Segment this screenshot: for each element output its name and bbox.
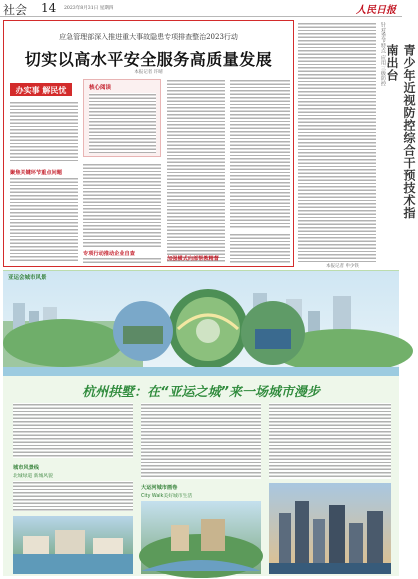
article-headline[interactable]: 切实以高水平安全服务高质量发展 — [24, 50, 273, 69]
side-article-credit: 本报记者 申少铁 — [326, 264, 359, 269]
section-name: 社会 — [3, 3, 28, 17]
core-reading-text — [89, 93, 156, 153]
page-date: 2023年8月31日 星期四 — [64, 6, 114, 11]
ad-tag: 亚运会城市风景 — [8, 275, 47, 281]
core-reading-box — [83, 79, 161, 157]
article-byline: 本报记者 许晴 — [134, 70, 163, 75]
featured-article[interactable] — [3, 20, 294, 267]
article-subhead: 专项行动推动企业自查 — [83, 251, 135, 257]
ad-scenery-illustration — [3, 271, 399, 376]
ad-photo-canal — [13, 516, 133, 574]
article-body-text — [10, 177, 78, 261]
city-advertisement[interactable] — [3, 270, 399, 576]
side-article-headline[interactable]: 青少年近视防控综合干预技术指南出台 — [385, 44, 416, 219]
ad-body-text — [269, 403, 391, 479]
article-body-text — [230, 79, 290, 229]
article-subhead: 聚焦关键环节重点问题 — [10, 170, 62, 176]
ad-banner-sky — [3, 271, 399, 376]
newspaper-masthead: 人民日报 — [356, 5, 396, 16]
article-body-text — [10, 101, 78, 163]
article-body-text — [230, 233, 290, 263]
ad-subhead: 大运河城市画卷 — [141, 485, 178, 491]
article-body-text — [167, 79, 225, 263]
ad-photo-cityscape — [269, 483, 391, 574]
side-article-kicker: 针对季节特点 应用三级防控 — [380, 22, 386, 87]
column-label: 办实事 解民忧 — [10, 83, 72, 96]
ad-photo-garden — [141, 501, 261, 574]
ad-body-text — [13, 403, 133, 458]
page-number: 14 — [41, 1, 57, 15]
ad-body-text — [141, 403, 261, 479]
side-article[interactable] — [296, 20, 416, 269]
page-header — [0, 0, 402, 17]
ad-headline[interactable]: 杭州拱墅：在“亚运之城”来一场城市漫步 — [82, 385, 320, 400]
side-article-text — [298, 22, 376, 262]
article-kicker: 应急管理部深入推进重大事故隐患专项排查整治2023行动 — [59, 33, 238, 41]
article-body-text — [83, 257, 161, 263]
ad-subhead: 城市风景线 — [13, 465, 39, 471]
ad-subhead-detail: City Walk美好城市生活 — [141, 494, 193, 499]
article-body-text — [83, 163, 161, 247]
ad-body-text — [13, 481, 133, 511]
article-subhead: 加强横式向部帮教精督 — [167, 256, 219, 262]
ad-subhead-detail: 北城绿道 新城风貌 — [13, 474, 53, 479]
core-reading-title: 核心阅读 — [89, 85, 112, 91]
